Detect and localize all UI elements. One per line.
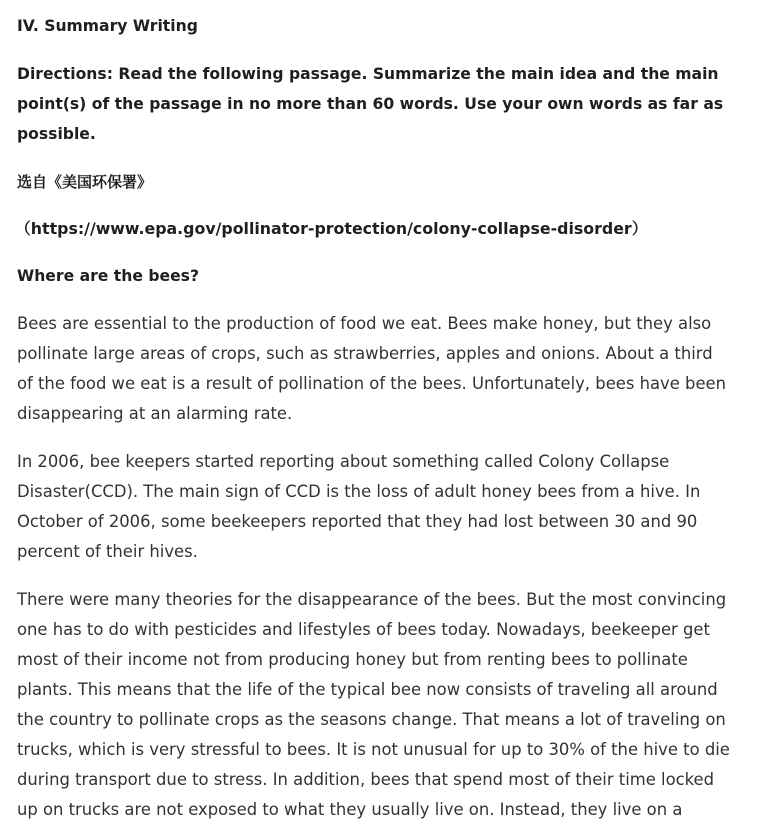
source-label: 选自《美国环保署》: [17, 173, 153, 191]
paragraph-3-line-1: There were many theories for the disappearance of the bees. But the most convincing: [17, 590, 727, 609]
paragraph-3-line-8: up on trucks are not exposed to what they usually live on. Instead, they live on a: [17, 800, 683, 819]
paragraph-3-line-5: the country to pollinate crops as the seasons change. That means a lot of traveling on: [17, 710, 726, 729]
paragraph-1-line-1: Bees are essential to the production of food we eat. Bees make honey, but they also: [17, 314, 712, 333]
passage-title: Where are the bees?: [17, 267, 199, 285]
directions-line-2: point(s) of the passage in no more than 60 words. Use your own words as far as: [17, 95, 724, 113]
paragraph-3-line-6: trucks, which is very stressful to bees. It is not unusual for up to 30% of the hive to die: [17, 740, 730, 759]
paragraph-3-line-3: most of their income not from producing honey but from renting bees to pollinate: [17, 650, 688, 669]
paragraph-1-line-2: pollinate large areas of crops, such as strawberries, apples and onions. About a third: [17, 344, 713, 363]
paragraph-3-line-7: during transport due to stress. In addition, bees that spend most of their time locked: [17, 770, 715, 789]
source-url: （https://www.epa.gov/pollinator-protection/colony-collapse-disorder）: [15, 219, 648, 238]
paragraph-2-line-3: October of 2006, some beekeepers reported that they had lost between 30 and 90: [17, 512, 698, 531]
paragraph-3-line-2: one has to do with pesticides and lifestyles of bees today. Nowadays, beekeeper get: [17, 620, 710, 639]
paragraph-2-line-1: In 2006, bee keepers started reporting about something called Colony Collapse: [17, 452, 670, 471]
paragraph-2-line-2: Disaster(CCD). The main sign of CCD is the loss of adult honey bees from a hive. In: [17, 482, 701, 501]
paragraph-3-line-4: plants. This means that the life of the typical bee now consists of traveling all around: [17, 680, 718, 699]
paragraph-2-line-4: percent of their hives.: [17, 542, 198, 561]
directions-line-3: possible.: [17, 125, 96, 143]
directions-line-1: Directions: Read the following passage. Summarize the main idea and the main: [17, 65, 719, 83]
paragraph-1-line-3: of the food we eat is a result of pollination of the bees. Unfortunately, bees have been: [17, 374, 727, 393]
paragraph-1-line-4: disappearing at an alarming rate.: [17, 404, 293, 423]
section-title: IV. Summary Writing: [17, 17, 198, 35]
